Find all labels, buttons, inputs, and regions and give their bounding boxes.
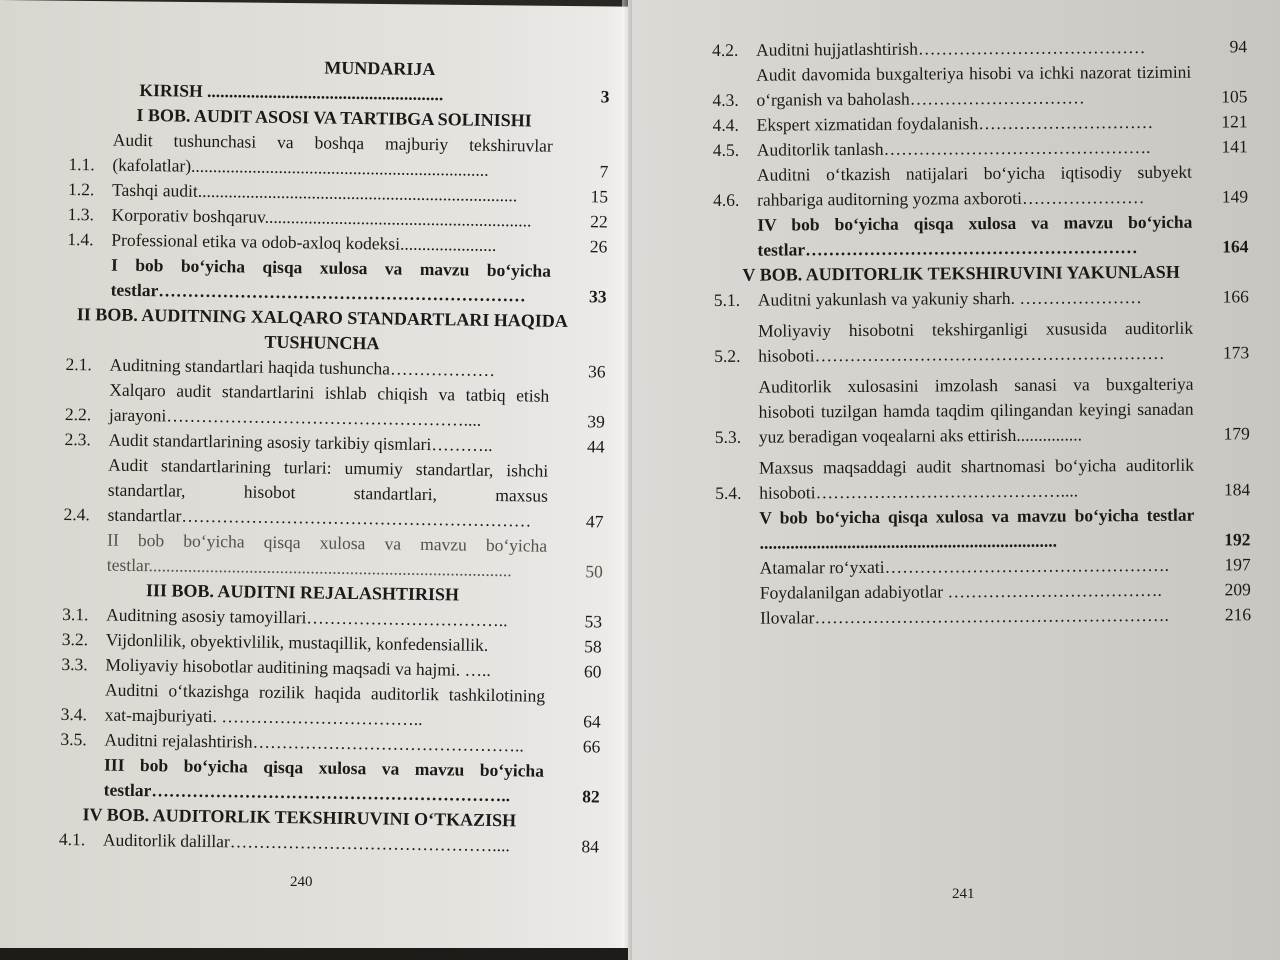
toc-entry-number: 2.2.: [64, 403, 92, 425]
toc-entry-page: 39: [587, 411, 606, 432]
toc-entry-text: Ekspert xizmatidan foydalanish…………………………: [756, 111, 1154, 135]
chapter-summary-entry: [713, 209, 1248, 263]
toc-entry-text: Tashqi audit.........................................................................: [111, 179, 518, 206]
toc-entry-text: Professional etika va odob-axloq kodeksi......................: [111, 229, 497, 255]
toc-entry: [712, 59, 1247, 113]
toc-entry-page: 141: [1221, 136, 1248, 157]
toc-entry-number: 5.2.: [714, 345, 741, 366]
toc-entry-text: Auditni hujjatlashtirish…………………………………: [756, 36, 1146, 60]
left-toc: [59, 52, 610, 859]
toc-entry-page: 50: [585, 561, 603, 582]
toc-entry-page: 26: [589, 236, 608, 257]
toc-entry-page: 121: [1221, 111, 1248, 132]
toc-entry-page: 192: [1224, 529, 1251, 550]
toc-entry-text: II bob bo‘yicha qisqa xulosa va mavzu bo‘yicha testlar...................................................................................: [106, 529, 548, 581]
toc-entry-text: Audit davomida buxgalteriya hisobi va ichki nazorat tizimini o‘rganish va baholash…………………………: [756, 61, 1192, 110]
toc-entry-text: Auditorlik tanlash……………………………………….: [756, 136, 1151, 160]
toc-entry-text: V bob bo‘yicha qisqa xulosa va mavzu bo‘yicha testlar ....................................................................: [759, 504, 1195, 553]
toc-entry-page: 3: [600, 86, 610, 107]
toc-entry-page: 53: [584, 611, 603, 632]
toc-entry-text: Auditni o‘tkazish natijalari bo‘yicha iqtisodiy subyekt rahbariga auditorning yozma axboroti…………………: [756, 161, 1193, 210]
toc-entry-text: Ilovalar…………………………………………………….: [759, 604, 1169, 628]
toc-entry-number: 4.1.: [58, 828, 86, 850]
right-toc: [712, 34, 1251, 631]
toc-entry-number: 5.1.: [713, 289, 741, 310]
toc-entry-page: 44: [586, 436, 605, 457]
toc-entry-text: Atamalar ro‘yxati………………………………………….: [759, 554, 1170, 578]
toc-entry: [63, 452, 604, 535]
toc-entry-text: Audit tushunchasi va boshqa majburiy tekshiruvlar (kafolatlar)....................................................................: [112, 129, 553, 180]
toc-entry-page: 184: [1223, 479, 1251, 500]
toc-entry-page: 64: [583, 711, 601, 732]
toc-entry: [713, 109, 1248, 138]
toc-entry-text: Audit standartlarining asosiy tarkibiy qismlari………..: [108, 429, 493, 455]
chapter-heading: III BOB. AUDITNI REJALASHTIRISH: [145, 580, 460, 605]
toc-entry-page: 66: [582, 736, 601, 757]
toc-entry-number: 4.4.: [712, 114, 739, 135]
toc-entry-number: 4.2.: [712, 39, 739, 60]
toc-entry-page: 164: [1222, 236, 1249, 257]
toc-entry-number: 3.2.: [61, 628, 89, 650]
page-bottom-edge: [0, 948, 628, 960]
toc-entry-page: 58: [584, 636, 602, 657]
toc-entry: [714, 371, 1250, 450]
toc-entry-page: 15: [590, 186, 609, 207]
chapter-summary-entry: [715, 502, 1250, 556]
toc-entry-text: KIRISH ......................................................: [139, 79, 444, 105]
toc-entry: [65, 377, 606, 435]
toc-entry-page: 60: [583, 661, 602, 682]
toc-entry-number: 4.5.: [712, 139, 740, 160]
toc-entry-number: 3.4.: [60, 703, 88, 725]
page-number: 241: [952, 886, 975, 902]
toc-entry-page: 166: [1222, 286, 1249, 307]
toc-entry-number: 1.3.: [67, 203, 95, 225]
toc-entry-number: 3.1.: [62, 603, 89, 625]
toc-entry-page: 47: [585, 511, 604, 532]
toc-entry-page: 173: [1222, 342, 1250, 363]
toc-entry-text: III bob bo‘yicha qisqa xulosa va mavzu bo‘yicha testlar……………………………………………………..: [103, 754, 545, 806]
toc-entry: [713, 134, 1248, 163]
toc-entry-number: 4.6.: [713, 189, 740, 210]
toc-entry-page: 82: [582, 786, 600, 807]
toc-entry-number: 5.3.: [714, 426, 742, 447]
toc-entry-number: 1.4.: [67, 228, 94, 250]
toc-entry-text: Auditorlik dalillar………………………………………....: [102, 829, 510, 856]
toc-heading: MUNDARIJA: [324, 57, 436, 80]
toc-entry-page: 149: [1221, 186, 1249, 207]
toc-entry-text: Moliyaviy hisobotni tekshirganligi xususida auditorlik hisoboti……………………………………………………: [757, 317, 1194, 366]
toc-entry: [713, 159, 1248, 213]
toc-entry-page: 22: [590, 211, 608, 232]
toc-entry-text: Xalqaro audit standartlarini ishlab chiqish va tatbiq etish jarayoni……………………………………………....: [108, 379, 550, 430]
toc-entry-number: 2.4.: [63, 503, 90, 525]
toc-entry-text: Audit standartlarining turlari: umumiy standartlar, ishchi standartlar, hisobot standartlari, maxsus standartlar……………………………………………………: [107, 454, 549, 531]
toc-entry-page: 94: [1229, 36, 1248, 57]
toc-entry-page: 105: [1221, 86, 1248, 107]
back-matter-entry: [716, 577, 1251, 606]
toc-entry-text: Korporativ boshqaruv.............................................................: [111, 204, 532, 231]
toc-entry-page: 33: [589, 286, 607, 307]
toc-entry-page: 197: [1224, 554, 1251, 575]
chapter-heading: II BOB. AUDITNING XALQARO STANDARTLARI HAQIDA TUSHUNCHA: [76, 304, 568, 354]
toc-entry-text: Auditni o‘tkazishga rozilik haqida auditorlik tashkilotining xat-majburiyati. ……………………………..: [104, 679, 546, 729]
toc-entry-text: IV bob bo‘yicha qisqa xulosa va mavzu bo‘yicha testlar…………………………………………………: [757, 211, 1193, 260]
toc-entry-text: Auditni yakunlash va yakuniy sharh. …………………: [757, 287, 1142, 310]
toc-entry-page: 209: [1224, 579, 1251, 600]
back-matter-entry: [716, 552, 1251, 581]
chapter-summary-entry: [67, 252, 608, 310]
chapter-heading: V BOB. AUDITORLIK TEKSHIRUVINI YAKUNLASH: [742, 261, 1180, 285]
toc-entry-number: 1.2.: [67, 178, 95, 200]
toc-entry-number: 1.1.: [68, 153, 95, 175]
toc-entry-number: 2.3.: [64, 428, 91, 450]
toc-entry-number: 3.3.: [61, 653, 88, 675]
page-number: 240: [290, 874, 313, 890]
chapter-summary-entry: [60, 752, 601, 810]
toc-entry-page: 179: [1223, 423, 1250, 444]
toc-entry-text: Vijdonlilik, obyektivlilik, mustaqillik, konfedensiallik.: [105, 629, 489, 655]
toc-entry-number: 3.5.: [60, 728, 87, 750]
toc-entry: [715, 452, 1250, 506]
toc-entry: [68, 127, 609, 185]
chapter-heading: I BOB. AUDIT ASOSI VA TARTIBGA SOLINISHI: [136, 104, 532, 131]
toc-entry-text: Maxsus maqsaddagi audit shartnomasi bo‘yicha auditorlik hisoboti……………………………………....: [758, 454, 1195, 503]
toc-entry-text: Foydalanilgan adabiyotlar ……………………………….: [759, 579, 1162, 603]
toc-entry-text: Auditning standartlari haqida tushuncha………………: [109, 354, 496, 380]
back-matter-entry: [716, 602, 1251, 631]
toc-entry-number: 2.1.: [65, 353, 93, 375]
toc-entry-text: Auditorlik xulosasini imzolash sanasi va buxgalteriya hisoboti tuzilgan hamda taqdim qilingandan keyingi sanadan yuz beradigan voqealarni aks ettirish...............: [758, 373, 1194, 447]
toc-entry-page: 36: [587, 361, 606, 382]
toc-entry-page: 84: [581, 836, 600, 857]
toc-entry: [712, 34, 1247, 63]
chapter-summary-entry: [63, 527, 604, 585]
book-gutter: [622, 0, 632, 960]
toc-entry-text: Moliyaviy hisobotlar auditining maqsadi va hajmi. …..: [105, 654, 491, 680]
toc-entry-number: 5.4.: [715, 482, 742, 503]
toc-entry-number: 4.3.: [712, 89, 739, 110]
toc-entry-text: Auditning asosiy tamoyillari……………………………..: [106, 604, 508, 631]
toc-entry: [61, 677, 602, 735]
toc-entry-text: I bob bo‘yicha qisqa xulosa va mavzu bo‘yicha testlar………………………………………………………: [110, 254, 552, 306]
toc-entry: [714, 284, 1249, 313]
toc-entry-page: 216: [1224, 604, 1252, 625]
toc-entry-text: Auditni rejalashtirish………………………………………..: [104, 729, 525, 756]
toc-entry-page: 7: [599, 161, 609, 182]
chapter-heading: IV BOB. AUDITORLIK TEKSHIRUVINI O‘TKAZISH: [82, 804, 517, 831]
toc-entry: [714, 315, 1249, 369]
